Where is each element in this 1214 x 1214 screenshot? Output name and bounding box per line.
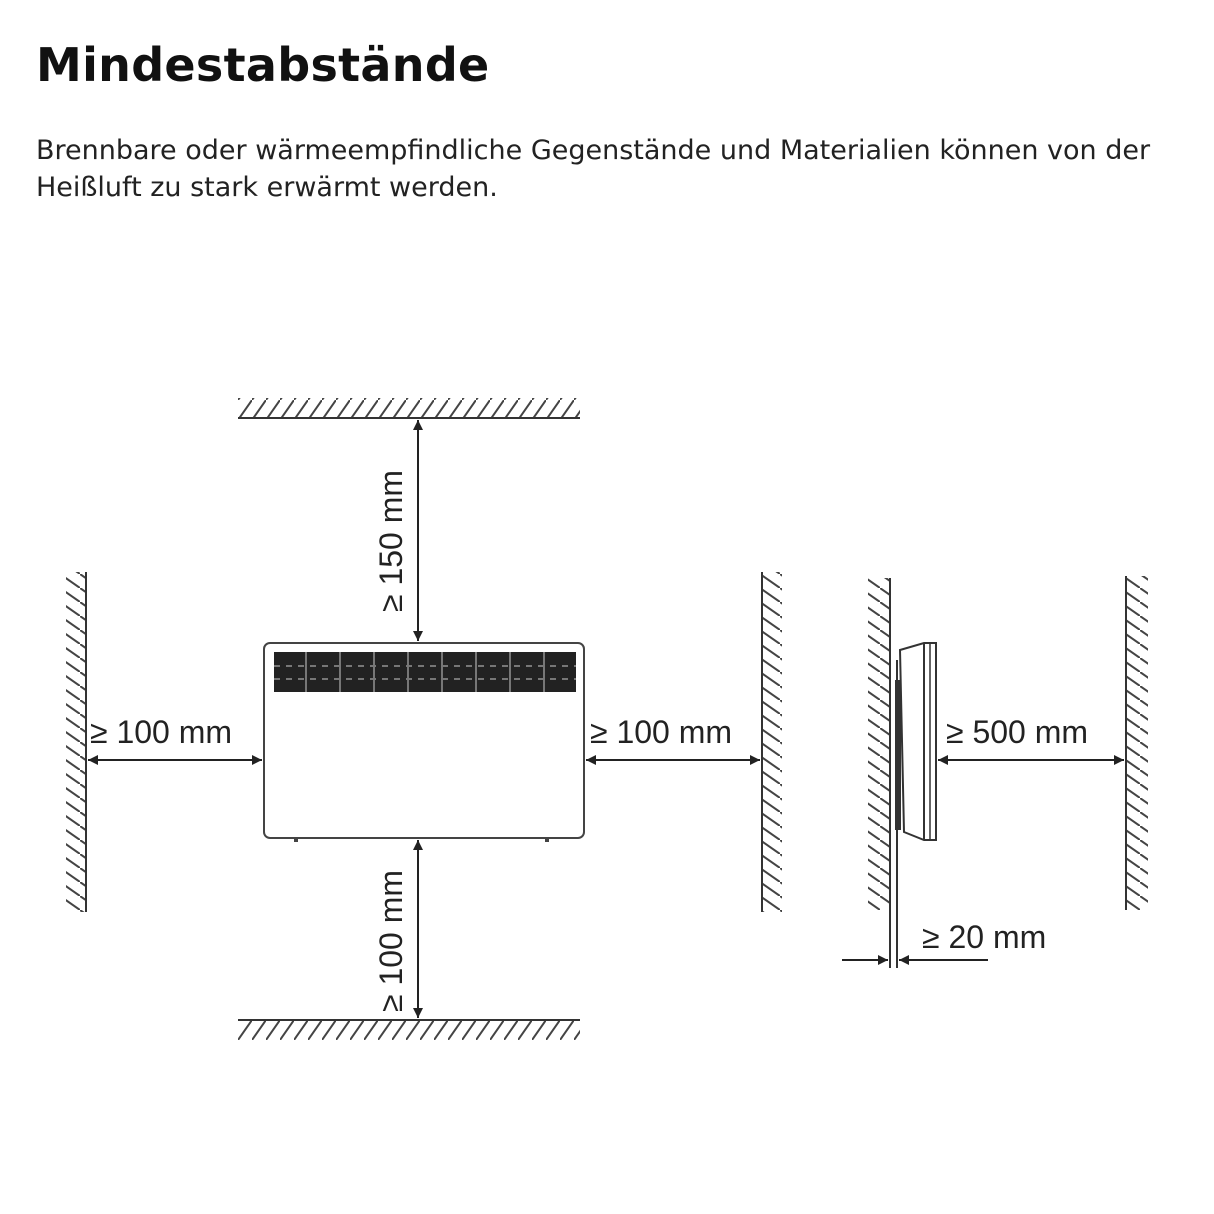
right-clearance-label: ≥ 100 mm — [590, 714, 733, 750]
front-clearance-label: ≥ 500 mm — [946, 714, 1089, 750]
right-wall — [762, 572, 782, 912]
page-title: Mindestabstände — [36, 38, 490, 92]
side-back-wall — [868, 578, 890, 968]
side-front-wall — [1126, 576, 1148, 910]
ceiling-wall — [238, 398, 580, 418]
description-text: Brennbare oder wärmeempfindliche Gegenstände und Materialien können von der Heißluft zu stark erwärmt werden. — [36, 135, 1151, 203]
bottom-clearance-label: ≥ 100 mm — [373, 869, 409, 1012]
left-wall — [66, 572, 86, 912]
heater-front-view — [264, 643, 584, 842]
top-clearance-label: ≥ 150 mm — [373, 469, 409, 612]
wall-clearance-label: ≥ 20 mm — [922, 919, 1047, 955]
left-clearance-label: ≥ 100 mm — [90, 714, 233, 750]
floor-wall — [238, 1020, 580, 1040]
